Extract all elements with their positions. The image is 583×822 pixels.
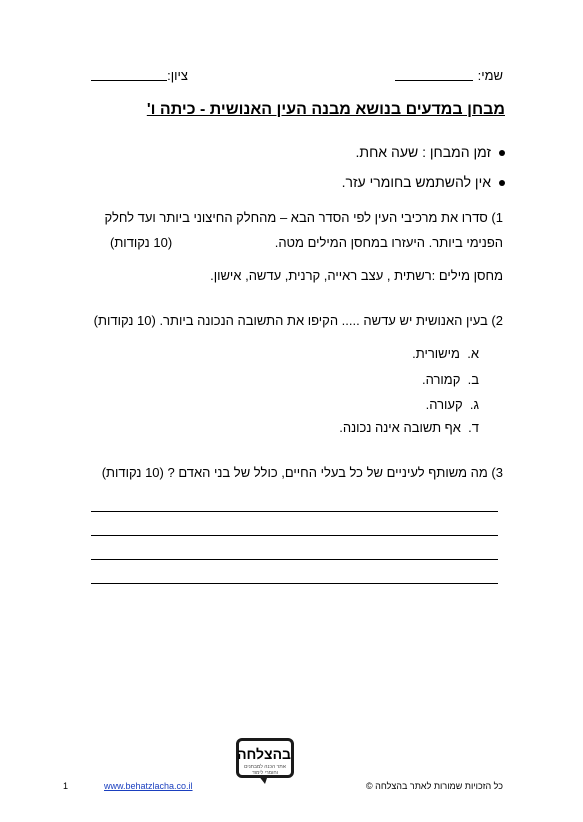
answer-line[interactable]	[91, 583, 498, 584]
answer-line[interactable]	[91, 535, 498, 536]
page-title: מבחן במדעים בנושא מבנה העין האנושית - כיתה ו'	[146, 101, 505, 118]
answer-line[interactable]	[91, 511, 498, 512]
option-letter: ב.	[467, 372, 479, 387]
option-text: מישורית.	[412, 346, 460, 361]
page-number: 1	[63, 781, 69, 791]
option-text: קמורה.	[421, 372, 461, 387]
q2-option-d[interactable]	[339, 420, 479, 435]
grade-label: ציון:	[167, 68, 188, 83]
grade-field[interactable]	[91, 80, 167, 81]
q1-points: (10 נקודות)	[110, 235, 173, 250]
name-field[interactable]	[395, 80, 473, 81]
footer-website-link[interactable]: www.behatzlacha.co.il	[104, 781, 193, 791]
bullet-icon	[499, 180, 505, 186]
behatzlacha-logo: בהצלחה אתר הכנה למבחנים וחומרי לימוד	[236, 738, 294, 778]
logo-speech-tail-icon	[258, 775, 268, 784]
q2-option-c[interactable]	[426, 397, 479, 412]
q2-option-b[interactable]	[422, 372, 479, 387]
q1-line1: 1) סדרו את מרכיבי העין לפי הסדר הבא – מהחלק החיצוני ביותר ועד לחלק	[104, 210, 503, 225]
q2-text: 2) בעין האנושית יש עדשה ..... הקיפו את התשובה הנכונה ביותר. (10 נקודות)	[93, 313, 503, 328]
instruction-no-materials: אין להשתמש בחומרי עזר.	[342, 174, 505, 190]
q1-line2: הפנימי ביותר. היעזרו במחסן המילים מטה.	[274, 235, 503, 250]
answer-line[interactable]	[91, 559, 498, 560]
option-letter: ד.	[468, 420, 479, 435]
name-label: שמי:	[477, 68, 503, 83]
q3-text: 3) מה משותף לעיניים של כל בעלי החיים, כולל של בני האדם ? (10 נקודות)	[101, 465, 503, 480]
q2-option-a[interactable]	[412, 346, 479, 361]
option-text: קעורה.	[425, 397, 463, 412]
footer-copyright: כל הזכויות שמורות לאתר בהצלחה ©	[366, 781, 503, 791]
option-letter: א.	[467, 346, 479, 361]
instruction-time: זמן המבחן : שעה אחת.	[356, 144, 505, 160]
option-letter: ג.	[469, 397, 479, 412]
bullet-icon	[499, 150, 505, 156]
q1-word-bank: מחסן מילים :רשתית , עצב ראייה, קרנית, עדשה, אישון.	[210, 268, 503, 283]
option-text: אף תשובה אינה נכונה.	[339, 420, 461, 435]
